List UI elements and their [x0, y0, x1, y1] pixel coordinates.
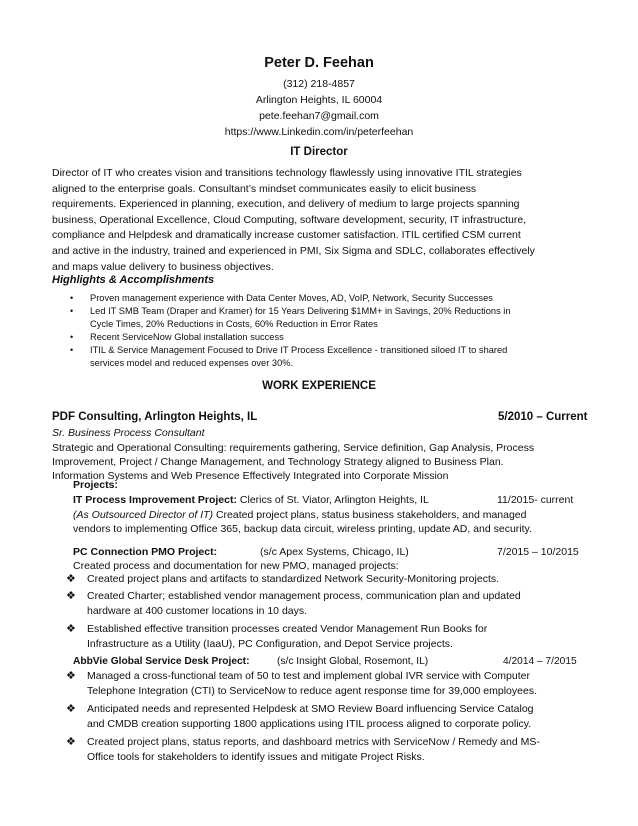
linkedin-url: https://www.Linkedin.com/in/peterfeehan — [224, 126, 414, 138]
summary-line: aligned to the enterprise goals. Consultant’s mindset communicates easily to elicit business — [52, 182, 477, 195]
role-description-line: Information Systems and Web Presence Effectively Integrated into Corporate Mission — [52, 470, 449, 482]
project-name: AbbVie Global Service Desk Project: — [73, 656, 250, 667]
bullet-text: and CMDB creation supporting 1800 applications using ITIL process aligned to corporate policy. — [87, 718, 532, 730]
project-name: IT Process Improvement Project: — [73, 494, 237, 506]
summary-line: and active in the industry, trained and experienced in PMI, Six Sigma and SDLC, collaborates effectively — [52, 244, 535, 257]
bullet-text: Established effective transition processes created Vendor Management Run Books for — [87, 623, 488, 635]
candidate-name: Peter D. Feehan — [264, 55, 374, 71]
project-client: (s/c Insight Global, Rosemont, IL) — [277, 656, 429, 667]
project-role: (As Outsourced Director of IT) — [73, 509, 214, 521]
summary-line: business, Operational Excellence, Cloud Computing, software development, security, IT infrastructure, — [52, 213, 527, 226]
summary-line: compliance and Helpdesk and dramatically increase customer satisfaction. ITIL certified CSM current — [52, 229, 521, 242]
project-dates: 4/2014 – 7/2015 — [503, 656, 577, 667]
bullet-icon: • — [70, 332, 74, 342]
project-text: Created project plans, status business stakeholders, and managed — [215, 509, 527, 521]
bullet-text: Managed a cross-functional team of 50 to test and implement global IVR service with Computer — [87, 670, 530, 682]
bullet-text: Infrastructure as a Utility (IaaU), PC Configuration, and Depot Service projects. — [87, 638, 453, 650]
project-client: (s/c Apex Systems, Chicago, IL) — [260, 546, 409, 558]
highlight-text: Recent ServiceNow Global installation success — [90, 332, 284, 342]
highlight-text: services model and reduced expenses over 30%. — [90, 358, 294, 368]
bullet-icon: • — [70, 306, 74, 316]
bullet-text: hardware at 400 customer locations in 10 days. — [87, 605, 308, 617]
diamond-bullet-icon: ❖ — [66, 573, 76, 585]
bullet-text: Telephone Integration (CTI) to ServiceNow to reduce agent response time for 39,000 employees. — [87, 685, 537, 697]
address: Arlington Heights, IL 60004 — [255, 94, 383, 106]
bullet-text: Anticipated needs and represented Helpdesk at SMO Review Board influencing Service Catalog — [87, 703, 534, 715]
diamond-bullet-icon: ❖ — [66, 703, 76, 715]
highlight-text: Proven management experience with Data Center Moves, AD, VoIP, Network, Security Successes — [90, 293, 493, 303]
role-description-line: Strategic and Operational Consulting: requirements gathering, Service definition, Gap Analysis, Process — [52, 442, 535, 454]
diamond-bullet-icon: ❖ — [66, 736, 76, 748]
project-line — [73, 509, 527, 521]
summary-line: and maps value delivery to business objectives. — [52, 260, 274, 273]
highlight-text: ITIL & Service Management Focused to Drive IT Process Excellence - transitioned siloed IT to shared — [90, 345, 508, 355]
summary-line: requirements. Experienced in planning, execution, and delivery of medium to large projects spanning — [52, 198, 520, 211]
role-description-line: Improvement, Project / Change Management, and Technology Strategy aligned to Business Plan. — [52, 456, 504, 468]
summary-paragraph — [52, 166, 600, 275]
highlights-heading: Highlights & Accomplishments — [52, 274, 215, 286]
bullet-text: Office tools for stakeholders to identify issues and mitigate Project Risks. — [87, 751, 425, 763]
phone: (312) 218-4857 — [283, 78, 355, 90]
diamond-bullet-icon: ❖ — [66, 623, 76, 635]
employer-dates: 5/2010 – Current — [498, 411, 588, 423]
highlight-text: Cycle Times, 20% Reductions in Costs, 60% Reduction in Error Rates — [90, 319, 378, 329]
project-dates: 11/2015- current — [497, 494, 574, 506]
bullet-icon: • — [70, 345, 74, 355]
bullet-icon: • — [70, 293, 74, 303]
highlight-text: Led IT SMB Team (Draper and Kramer) for 15 Years Delivering $1MM+ in Savings, 20% Reductions in — [90, 306, 511, 316]
project-client: Clerics of St. Viator, Arlington Heights, IL — [239, 494, 429, 506]
job-target-title: IT Director — [290, 146, 348, 158]
project-line: vendors to implementing Office 365, backup data circuit, wireless printing, update AD, and security. — [73, 523, 532, 535]
summary-line: Director of IT who creates vision and transitions technology flawlessly using innovative ITIL strategies — [52, 167, 522, 179]
project-dates: 7/2015 – 10/2015 — [497, 546, 579, 558]
bullet-text: Created project plans, status reports, and dashboard metrics with ServiceNow / Remedy and MS- — [87, 736, 540, 748]
role-title: Sr. Business Process Consultant — [52, 427, 205, 439]
bullet-text: Created Charter; established vendor management process, communication plan and updated — [87, 590, 521, 602]
work-experience-heading: WORK EXPERIENCE — [262, 380, 376, 392]
diamond-bullet-icon: ❖ — [66, 590, 76, 602]
employer: PDF Consulting, Arlington Heights, IL — [52, 411, 258, 423]
project-intro: Created process and documentation for new PMO, managed projects: — [73, 560, 399, 572]
projects-label: Projects: — [73, 479, 118, 491]
diamond-bullet-icon: ❖ — [66, 670, 76, 682]
email: pete.feehan7@gmail.com — [259, 110, 379, 122]
bullet-text: Created project plans and artifacts to standardized Network Security-Monitoring projects. — [87, 573, 500, 585]
project-name: PC Connection PMO Project: — [73, 546, 218, 558]
project-header — [73, 494, 429, 506]
